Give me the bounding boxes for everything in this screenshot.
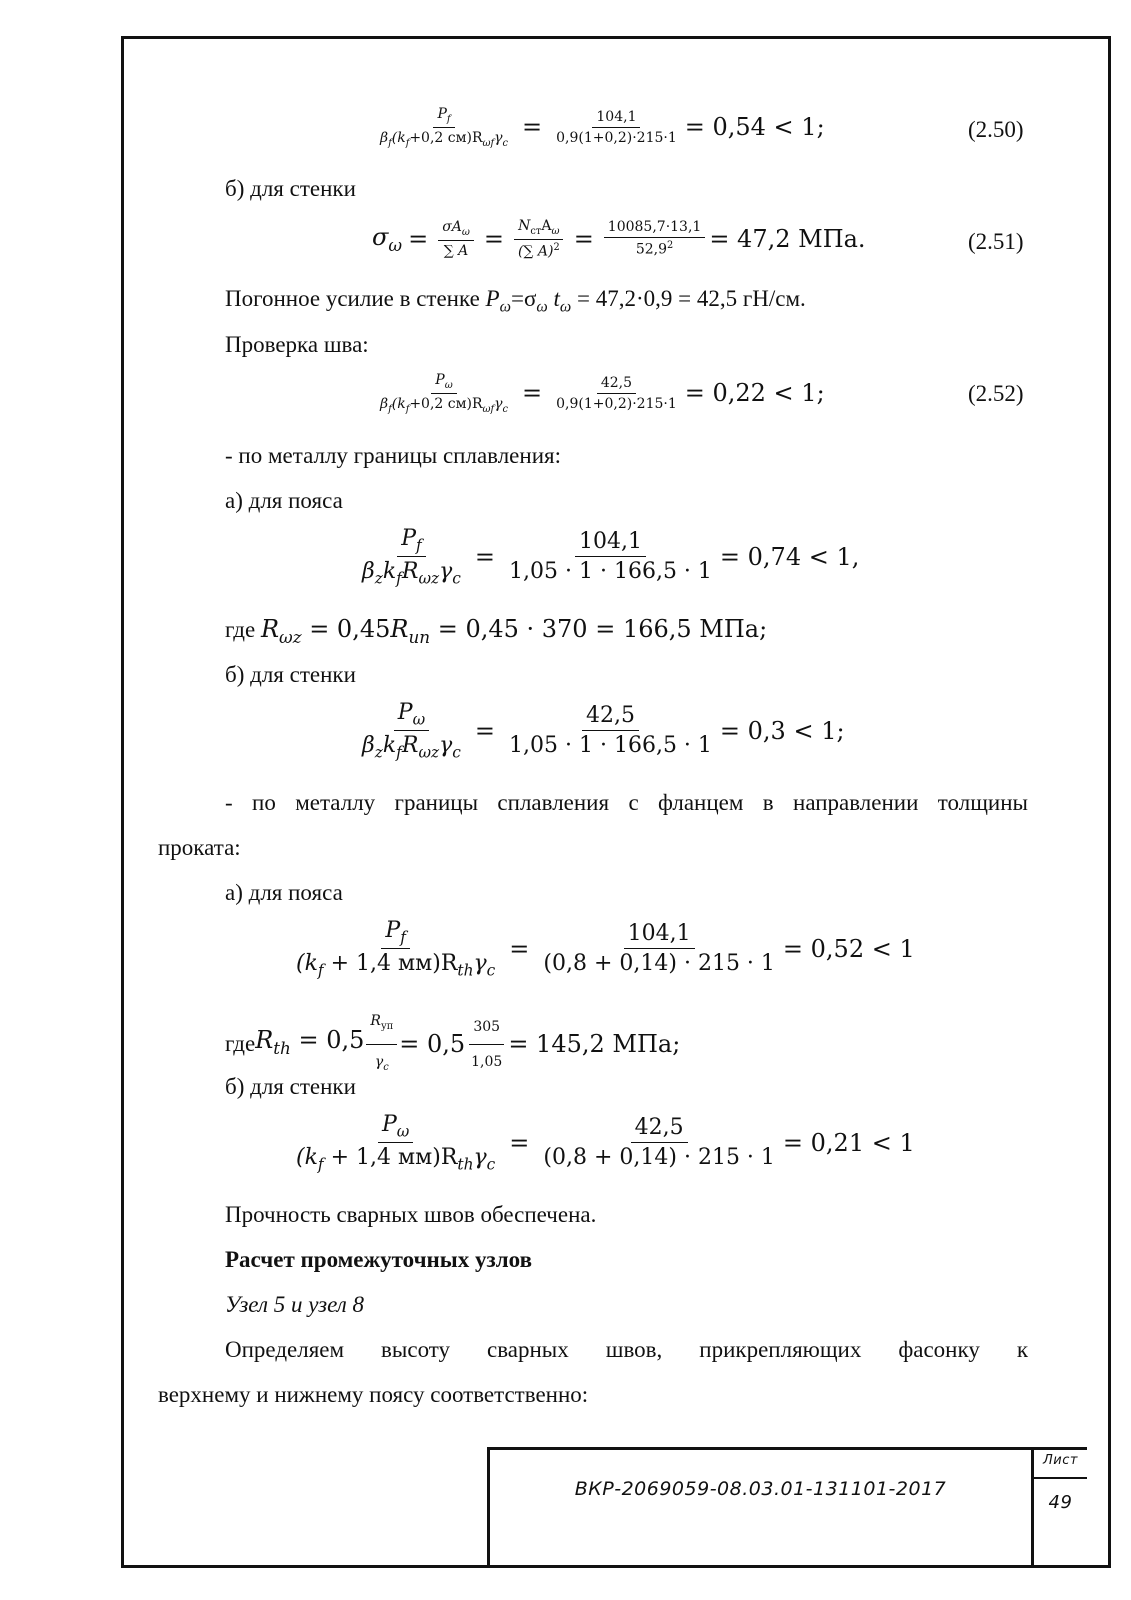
- equation-number: (2.52): [968, 381, 1024, 406]
- equation-2-51: $\sigma_\omega$ = $\frac{\sigma A_\omega}{\sum A}$ = $\frac{N_{ст}A_\omega}{(\sum A)^2}$ = $\frac{10085,7\cdot 13,1}{52,9^2}$ = 47,2 МПа.: [372, 218, 866, 260]
- equation-2-52: $\frac{P_\omega}{\beta_f(k_f+0,2 см)R_{\omega f}\gamma_c}$ = $\frac{42,5}{0,9(1+0,2)\cdot 215\cdot 1}$ = 0,22 < 1;: [380, 372, 825, 415]
- paragraph: проката:: [158, 835, 241, 860]
- stamp-border: [487, 1447, 490, 1567]
- sheet-number: 49: [1048, 1492, 1073, 1513]
- paragraph: - по металлу границы сплавления:: [225, 443, 561, 468]
- stamp-border: [489, 1447, 1087, 1450]
- paragraph: Погонное усилие в стенке $P_\omega=\sigma_\omega$ $t_\omega = 47,2\cdot 0,9 = 42,5$ гН/см.: [225, 286, 806, 316]
- equation-2-50: $\frac{P_f}{\beta_f(k_f+0,2 см)R_{\omega f}\gamma_c}$ = $\frac{104,1}{0,9(1+0,2)\cdot 215\cdot 1}$ = 0,54 < 1;: [380, 106, 825, 149]
- sheet-label: Лист: [1043, 1453, 1078, 1468]
- equation-number: (2.51): [968, 229, 1024, 254]
- equation-web-thickness: $\frac{P_\omega}{(k_f + 1,4 мм)R_{th}\gamma_c}$ = $\frac{42,5}{(0,8 + 0,14) \cdot 215 \cdot 1}$ = 0,21 < 1: [296, 1112, 915, 1174]
- paragraph: Определяем высоту сварных швов, прикрепляющих фасонку к: [225, 1337, 1028, 1362]
- paragraph: Проверка шва:: [225, 332, 369, 357]
- document-code: ВКР-2069059-08.03.01-131101-2017: [574, 1478, 947, 1500]
- equation-belt-thickness: $\frac{P_f}{(k_f + 1,4 мм)R_{th}\gamma_c}$ = $\frac{104,1}{(0,8 + 0,14) \cdot 215 \cdot 1}$ = 0,52 < 1: [296, 918, 915, 980]
- paragraph: где $R_{\omega z} = 0,45R_{un} = 0,45 \cdot 370 = 166,5$ МПа;: [225, 615, 768, 647]
- equation-number: (2.50): [968, 117, 1024, 142]
- paragraph: б) для стенки: [225, 176, 356, 201]
- paragraph: - по металлу границы сплавления с фланцем в направлении толщины: [225, 790, 1028, 815]
- paragraph: б) для стенки: [225, 1074, 356, 1099]
- section-heading: Расчет промежуточных узлов: [225, 1247, 533, 1272]
- paragraph: Прочность сварных швов обеспечена.: [225, 1202, 597, 1227]
- equation-web-fusion: $\frac{P_\omega}{\beta_zk_fR_{\omega z}\gamma_c}$ = $\frac{42,5}{1,05 \cdot 1 \cdot 166,5 \cdot 1}$ = 0,3 < 1;: [362, 700, 845, 762]
- paragraph: а) для пояса: [225, 880, 343, 905]
- equation-belt-fusion: $\frac{P_f}{\beta_zk_fR_{\omega z}\gamma_c}$ = $\frac{104,1}{1,05 \cdot 1 \cdot 166,5 \cdot 1}$ = 0,74 < 1,: [362, 526, 860, 588]
- stamp-border: [1031, 1477, 1087, 1479]
- subsection-heading: Узел 5 и узел 8: [225, 1292, 365, 1317]
- paragraph: б) для стенки: [225, 662, 356, 687]
- paragraph: где $R_{th} = 0,5$ $\frac{R_{уп}}{\gamma_c}$ = 0,5 $\frac{305}{1,05}$ = 145,2 МПа;: [225, 1006, 680, 1083]
- paragraph: верхнему и нижнему поясу соответственно:: [158, 1382, 589, 1407]
- paragraph: а) для пояса: [225, 488, 343, 513]
